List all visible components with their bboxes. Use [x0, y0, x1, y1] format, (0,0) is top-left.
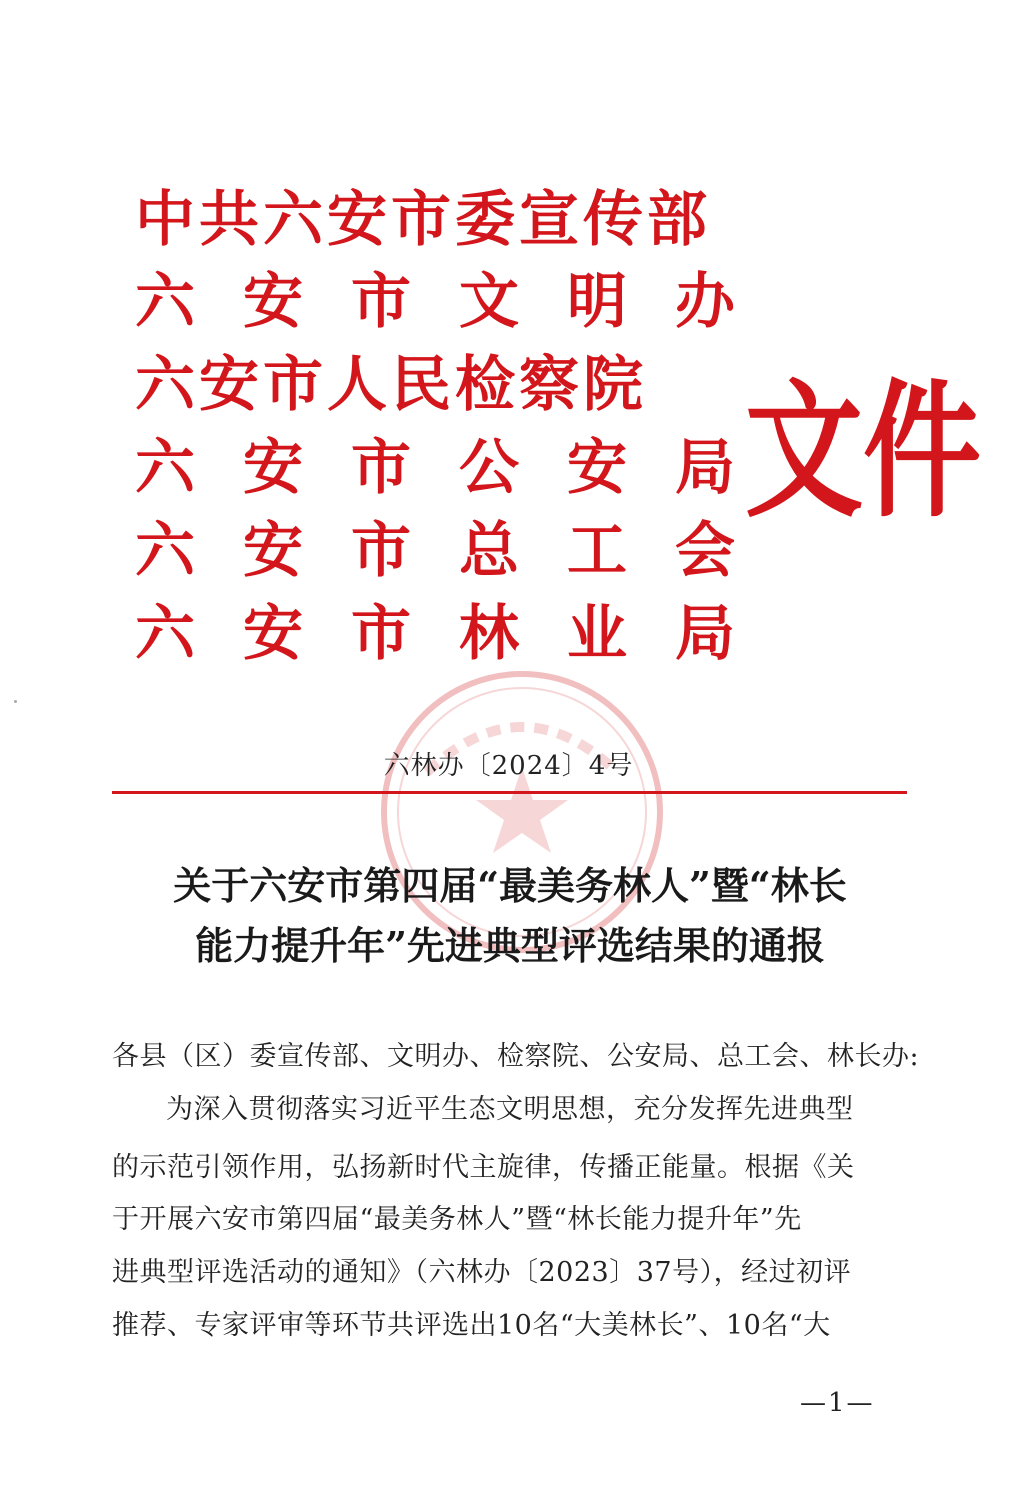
document-number: 六林办〔2024〕4号 — [383, 751, 634, 781]
issuer-char: 六 — [135, 267, 195, 337]
issuer-char: 六 — [135, 433, 195, 503]
issuer-char: 局 — [675, 599, 735, 669]
issuer-char: 公 — [459, 433, 519, 503]
body-line-1: 为深入贯彻落实习近平生态文明思想，充分发挥先进典型 — [166, 1094, 854, 1125]
page-number: —1— — [800, 1388, 875, 1418]
issuer-char: 安 — [567, 433, 627, 503]
body-line-3: 于开展六安市第四届“最美务林人”暨“林长能力提升年”先 — [112, 1204, 802, 1235]
issuer-char: 工 — [567, 516, 627, 586]
issuer-char: 市 — [351, 267, 411, 337]
issuer-char: 办 — [675, 267, 735, 337]
issuer-char: 安 — [243, 433, 303, 503]
issuer-char: 市 — [351, 516, 411, 586]
red-divider — [112, 791, 907, 794]
body-line-4: 进典型评选活动的通知》（六林办〔2023〕37号），经过初评 — [112, 1257, 852, 1288]
issuer-char: 六 — [135, 516, 195, 586]
issuer-char: 会 — [675, 516, 735, 586]
issuer-char: 安 — [243, 599, 303, 669]
issuer-char: 市 — [351, 599, 411, 669]
issuer-char: 总 — [459, 516, 519, 586]
issuer-char: 局 — [675, 433, 735, 503]
issuer-line-4 — [135, 428, 735, 508]
issuer-char: 业 — [567, 599, 627, 669]
issuer-line-1: 中共六安市委宣传部 — [135, 185, 711, 255]
document-header-word: 文件 — [745, 365, 982, 538]
scan-dot — [14, 700, 17, 703]
issuer-line-2 — [135, 262, 735, 342]
issuer-line-5 — [135, 511, 735, 591]
title-line-2: 能力提升年”先进典型评选结果的通报 — [195, 923, 825, 968]
issuer-char: 林 — [459, 599, 519, 669]
title-line-1: 关于六安市第四届“最美务林人”暨“林长 — [173, 863, 847, 908]
issuer-line-3: 六安市人民检察院 — [135, 350, 647, 420]
issuer-char: 安 — [243, 516, 303, 586]
issuer-char: 文 — [459, 267, 519, 337]
issuer-char: 市 — [351, 433, 411, 503]
issuer-char: 六 — [135, 599, 195, 669]
body-line-2: 的示范引领作用，弘扬新时代主旋律，传播正能量。根据《关 — [112, 1152, 855, 1183]
issuer-char: 安 — [243, 267, 303, 337]
body-line-5: 推荐、专家评审等环节共评选出10名“大美林长”、10名“大 — [112, 1310, 831, 1341]
salutation: 各县（区）委宣传部、文明办、检察院、公安局、总工会、林长办: — [112, 1041, 920, 1072]
issuer-char: 明 — [567, 267, 627, 337]
